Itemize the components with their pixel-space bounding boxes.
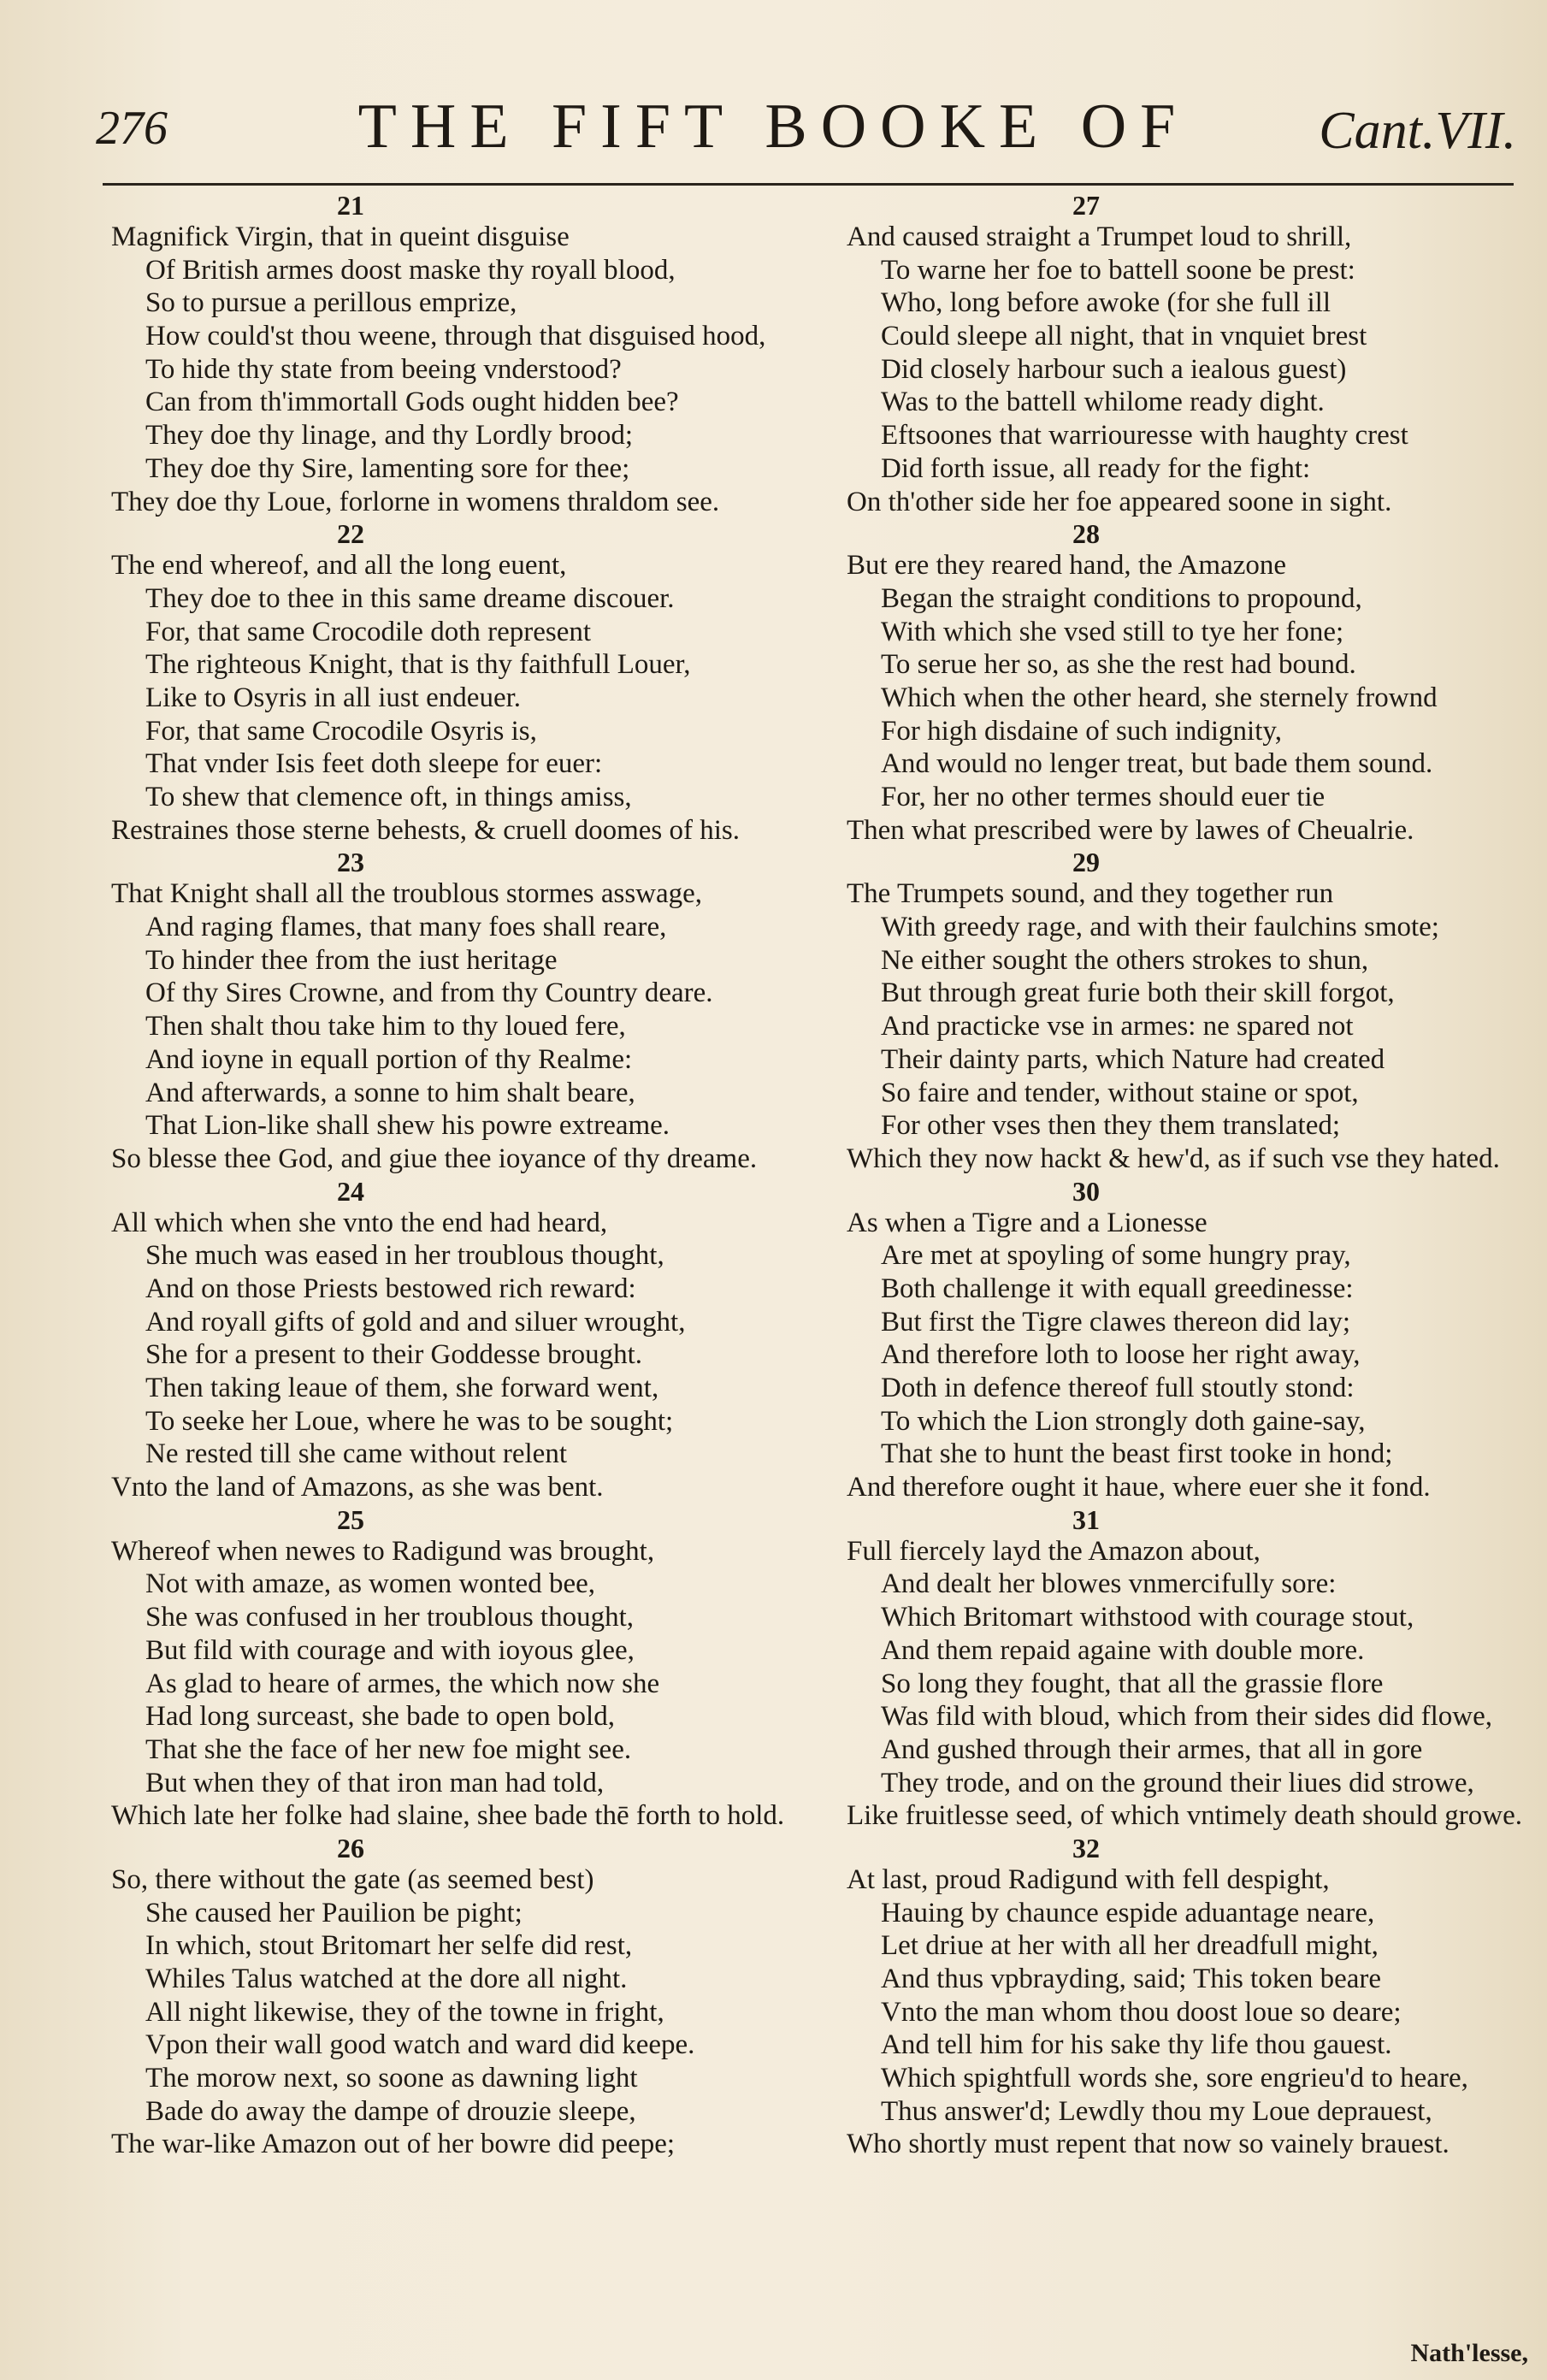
verse-line: To hinder thee from the iust heritage [145, 944, 558, 976]
verse-line: She was confused in her troublous thought, [145, 1602, 635, 1633]
stanza-number: 23 [337, 847, 364, 878]
verse-line: Thus answer'd; Lewdly thou my Loue deprauest, [881, 2095, 1432, 2127]
verse-line: Which spightfull words she, sore engrieu'd to heare, [881, 2063, 1468, 2094]
verse-line: The war-like Amazon out of her bowre did peepe; [111, 2129, 676, 2160]
verse-line: So blesse thee God, and giue thee ioyance of thy dreame. [111, 1143, 758, 1174]
verse-line: She caused her Pauilion be pight; [145, 1897, 523, 1928]
stanza-number: 31 [1072, 1503, 1100, 1535]
verse-line: But when they of that iron man had told, [145, 1767, 605, 1798]
stanza-number: 26 [337, 1832, 364, 1863]
verse-line: Then shalt thou take him to thy loued fere, [145, 1011, 626, 1042]
verse-line: To shew that clemence oft, in things amiss, [145, 782, 632, 812]
stanza [111, 847, 855, 1175]
verse-line: Was fild with bloud, which from their sides did flowe, [881, 1701, 1492, 1733]
verse-line: Eftsoones that warriouresse with haughty crest [881, 420, 1408, 452]
verse-line: Then what prescribed were by lawes of Cheualrie. [847, 814, 1414, 846]
verse-line: To serue her so, as she the rest had bound. [881, 649, 1356, 681]
verse-line: And practicke vse in armes: ne spared not [881, 1011, 1354, 1042]
verse-line: Whereof when newes to Radigund was brought, [111, 1535, 655, 1567]
page-number: 276 [96, 102, 168, 155]
verse-line: That Lion-like shall shew his powre extreame. [145, 1110, 670, 1142]
verse-line: But through great furie both their skill forgot, [881, 977, 1395, 1009]
verse-line: All which when she vnto the end had heard, [111, 1207, 608, 1238]
verse-line: Did closely harbour such a iealous guest) [881, 353, 1347, 385]
verse-line: And them repaid againe with double more. [881, 1634, 1365, 1666]
verse-line: As when a Tigre and a Lionesse [847, 1207, 1207, 1238]
catchword: Nath'lesse, [1410, 2339, 1528, 2367]
canto-label: Cant.VII. [1319, 102, 1516, 160]
stanza-number: 32 [1072, 1832, 1100, 1863]
verse-line: Which late her folke had slaine, shee bade thē forth to hold. [111, 1800, 785, 1832]
verse-line: For other vses then they them translated; [881, 1110, 1341, 1142]
verse-line: How could'st thou weene, through that disguised hood, [145, 321, 766, 352]
verse-line: So long they fought, that all the grassie flore [881, 1668, 1384, 1699]
verse-line: But ere they reared hand, the Amazone [847, 550, 1287, 582]
verse-line: Doth in defence thereof full stoutly stond: [881, 1373, 1355, 1403]
verse-line: And would no lenger treat, but bade them sound. [881, 748, 1433, 780]
verse-line: Magnifick Virgin, that in queint disguise [111, 221, 570, 252]
verse-line: Like to Osyris in all iust endeuer. [145, 682, 522, 713]
verse-line: And caused straight a Trumpet loud to shrill, [847, 221, 1352, 252]
stanza [847, 1833, 1547, 2161]
verse-line: And therefore ought it haue, where euer she it fond. [847, 1472, 1431, 1503]
stanza [111, 1833, 855, 2161]
verse-line: The end whereof, and all the long euent, [111, 550, 567, 582]
verse-line: She much was eased in her troublous thought, [145, 1240, 664, 1272]
verse-line: To warne her foe to battell soone be prest: [881, 254, 1355, 286]
verse-line: At last, proud Radigund with fell despight, [847, 1863, 1330, 1895]
verse-line: For, that same Crocodile Osyris is, [145, 715, 537, 747]
verse-line: All night likewise, they of the towne in fright, [145, 1996, 664, 2028]
verse-line: Who shortly must repent that now so vainely brauest. [847, 2129, 1450, 2160]
verse-line: For, that same Crocodile doth represent [145, 616, 592, 647]
verse-line: So faire and tender, without staine or spot, [881, 1077, 1359, 1108]
verse-line: The Trumpets sound, and they together run [847, 878, 1334, 910]
verse-line: Vnto the land of Amazons, as she was bent. [111, 1472, 604, 1503]
verse-line: Their dainty parts, which Nature had created [881, 1043, 1385, 1075]
stanza [847, 1504, 1547, 1833]
verse-line: They doe thy Sire, lamenting sore for thee; [145, 452, 630, 484]
verse-line: Bade do away the dampe of drouzie sleepe, [145, 2095, 636, 2127]
stanza [847, 847, 1547, 1175]
verse-line: With greedy rage, and with their faulchins smote; [881, 912, 1439, 943]
verse-line: And dealt her blowes vnmercifully sore: [881, 1568, 1337, 1600]
verse-line: Vpon their wall good watch and ward did keepe. [145, 2029, 695, 2061]
verse-line: Began the straight conditions to propound, [881, 582, 1362, 614]
verse-line: For, her no other termes should euer tie [881, 782, 1326, 812]
stanza-number: 21 [337, 190, 364, 221]
verse-line: Hauing by chaunce espide aduantage neare, [881, 1897, 1375, 1928]
left-column [111, 190, 855, 2161]
verse-line: And gushed through their armes, that all in gore [881, 1733, 1423, 1765]
verse-line: Could sleepe all night, that in vnquiet brest [881, 321, 1367, 352]
verse-line: And thus vpbrayding, said; This token beare [881, 1964, 1382, 1994]
verse-line: And raging flames, that many foes shall reare, [145, 912, 667, 943]
verse-line: And ioyne in equall portion of thy Realme: [145, 1043, 633, 1075]
verse-line: They trode, and on the ground their liues did strowe, [881, 1767, 1474, 1798]
verse-line: Which when the other heard, she sternely frownd [881, 682, 1438, 713]
verse-line: They doe to thee in this same dreame discouer. [145, 582, 675, 614]
verse-line: And tell him for his sake thy life thou gauest. [881, 2029, 1392, 2061]
verse-line: With which she vsed still to tye her fone; [881, 616, 1344, 647]
verse-line: Let driue at her with all her dreadfull might, [881, 1930, 1379, 1962]
verse-line: But first the Tigre clawes thereon did lay; [881, 1306, 1350, 1338]
stanza [111, 518, 855, 847]
header-rule [103, 183, 1514, 186]
verse-line: Did forth issue, all ready for the fight: [881, 452, 1311, 484]
verse-line: She for a present to their Goddesse brought. [145, 1339, 643, 1371]
verse-line: So to pursue a perillous emprize, [145, 287, 517, 319]
verse-line: As glad to heare of armes, the which now she [145, 1668, 660, 1699]
verse-line: In which, stout Britomart her selfe did rest, [145, 1930, 633, 1962]
verse-line: They doe thy linage, and thy Lordly brood; [145, 420, 634, 452]
verse-line: And royall gifts of gold and and siluer wrought, [145, 1306, 686, 1338]
verse-line: Whiles Talus watched at the dore all night. [145, 1964, 628, 1994]
verse-line: That Knight shall all the troublous stormes asswage, [111, 878, 703, 910]
verse-line: But fild with courage and with ioyous glee, [145, 1634, 635, 1666]
verse-line: Ne either sought the others strokes to shun, [881, 944, 1369, 976]
stanza [111, 1176, 855, 1504]
verse-line: Vnto the man whom thou doost loue so deare; [881, 1996, 1402, 2028]
verse-line: To hide thy state from beeing vnderstood? [145, 353, 622, 385]
stanza-number: 30 [1072, 1175, 1100, 1207]
right-column [847, 190, 1547, 2161]
verse-line: Of British armes doost maske thy royall blood, [145, 254, 676, 286]
verse-line: For high disdaine of such indignity, [881, 715, 1282, 747]
stanza [847, 518, 1547, 847]
running-title: THE FIFT BOOKE OF [357, 92, 1190, 162]
verse-line: Like fruitlesse seed, of which vntimely death should growe. [847, 1800, 1522, 1832]
verse-line: To seeke her Loue, where he was to be sought; [145, 1405, 674, 1437]
verse-line: Full fiercely layd the Amazon about, [847, 1535, 1261, 1567]
verse-line: And on those Priests bestowed rich reward: [145, 1273, 636, 1304]
verse-line: The morow next, so soone as dawning light [145, 2063, 638, 2094]
stanza-number: 24 [337, 1175, 364, 1207]
verse-line: Who, long before awoke (for she full ill [881, 287, 1331, 319]
verse-line: And therefore loth to loose her right away, [881, 1339, 1361, 1371]
verse-line: So, there without the gate (as seemed best) [111, 1863, 594, 1895]
verse-line: That vnder Isis feet doth sleepe for euer: [145, 748, 603, 780]
verse-line: Which they now hackt & hew'd, as if such vse they hated. [847, 1143, 1500, 1174]
verse-line: Then taking leaue of them, she forward went, [145, 1373, 659, 1403]
stanza [847, 190, 1547, 518]
verse-line: Restraines those sterne behests, & cruell doomes of his. [111, 814, 741, 846]
stanza-number: 25 [337, 1503, 364, 1535]
verse-line: And afterwards, a sonne to him shalt beare, [145, 1077, 635, 1108]
stanza-number: 28 [1072, 518, 1100, 550]
verse-line: Which Britomart withstood with courage stout, [881, 1602, 1414, 1633]
verse-line: Both challenge it with equall greedinesse: [881, 1273, 1354, 1304]
stanza-number: 27 [1072, 190, 1100, 221]
verse-line: Of thy Sires Crowne, and from thy Country deare. [145, 977, 713, 1009]
verse-line: On th'other side her foe appeared soone in sight. [847, 486, 1392, 517]
verse-line: To which the Lion strongly doth gaine-say, [881, 1405, 1366, 1437]
verse-line: Can from th'immortall Gods ought hidden bee? [145, 387, 679, 418]
verse-line: Not with amaze, as women wonted bee, [145, 1568, 596, 1600]
verse-line: Had long surceast, she bade to open bold, [145, 1701, 615, 1733]
stanza-number: 22 [337, 518, 364, 550]
verse-line: They doe thy Loue, forlorne in womens thraldom see. [111, 486, 720, 517]
verse-line: The righteous Knight, that is thy faithfull Louer, [145, 649, 691, 681]
verse-line: Are met at spoyling of some hungry pray, [881, 1240, 1351, 1272]
verse-line: That she to hunt the beast first tooke in hond; [881, 1438, 1393, 1470]
verse-line: That she the face of her new foe might see. [145, 1733, 632, 1765]
stanza [111, 190, 855, 518]
stanza [111, 1504, 855, 1833]
verse-line: Was to the battell whilome ready dight. [881, 387, 1325, 418]
verse-line: Ne rested till she came without relent [145, 1438, 568, 1470]
stanza [847, 1176, 1547, 1504]
stanza-number: 29 [1072, 847, 1100, 878]
